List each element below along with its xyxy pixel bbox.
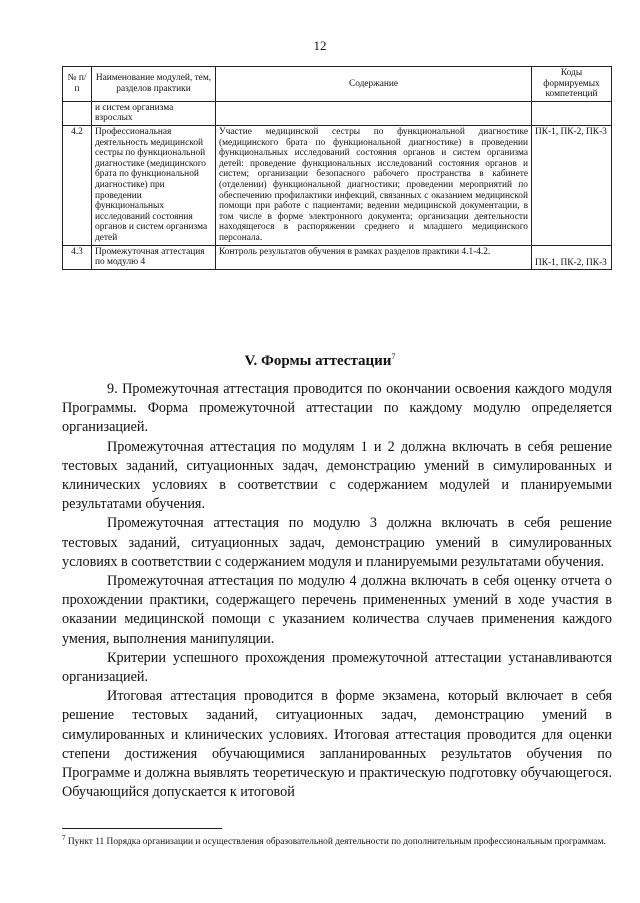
table-row [63, 245, 612, 270]
table-row [63, 125, 612, 245]
footnote [62, 833, 612, 849]
section-title-text: V. Формы аттестации [244, 353, 392, 369]
header-number: № п/п [63, 67, 92, 102]
table-cell-codes: ПК-1, ПК-2, ПК-3 [532, 125, 612, 245]
paragraph: Промежуточная аттестация по модулям 1 и 2 должна включать в себя решение тестовых заданий, ситуационных задач, демонстрацию умений в симулированных и клинических условиях в соответствии с содержанием модулей и планируемыми результатами обучения. [62, 438, 612, 513]
header-module-name: Наименование модулей, тем, разделов практики [92, 67, 216, 102]
table-row-continuation [63, 101, 612, 125]
paragraph: Промежуточная аттестация по модулю 4 должна включать в себя оценку отчета о прохождении практики, содержащего перечень примененных умений в ходе участия в оказании медицинской помощи с указанием количества случаев применения каждого умения, выполнения манипуляции. [62, 573, 612, 647]
paragraph: 9. Промежуточная аттестация проводится по окончании освоения каждого модуля Программы. Форма промежуточной аттестации по каждому модулю определяется организацией. [62, 381, 612, 436]
table-header-row [63, 67, 612, 102]
header-competence-codes: Коды формируемых компетенций [532, 67, 612, 102]
table-cell-number [63, 101, 92, 125]
footnote-text: Пункт 11 Порядка организации и осуществления образовательной деятельности по дополнительным профессиональным программам. [67, 837, 606, 848]
footnote-reference: 7 [391, 352, 396, 361]
table-cell-codes [532, 101, 612, 125]
practice-program-table [62, 66, 612, 270]
footnote-divider [62, 828, 222, 829]
table-cell-module-name: Промежуточная аттестация по модулю 4 [92, 245, 216, 270]
paragraph: Итоговая аттестация проводится в форме экзамена, который включает в себя решение тестовых заданий, ситуационных задач, демонстрацию умений в симулированных и клинических условиях. Итоговая аттестация проводится для оценки степени достижения обучающимися запланированных результатов обучения по Программе и должна выявлять теоретическую и практическую подготовку обучающегося. Обучающийся допускается к итоговой [62, 688, 612, 801]
table-cell-module-name: и систем организма взрослых [92, 101, 216, 125]
paragraph: Промежуточная аттестация по модулю 3 должна включать в себя решение тестовых заданий, ситуационных задач, демонстрацию умений в симулированных условиях в соответствии с содержанием модуля и планируемыми результатами обучения. [62, 515, 612, 570]
table-cell-number: 4.3 [63, 245, 92, 270]
table-cell-module-name: Профессиональная деятельность медицинской сестры по функциональной диагностике (медицинского брата по функциональной диагностике) при проведении функциональных исследований состояния органов и систем организма детей [92, 125, 216, 245]
table-cell-number: 4.2 [63, 125, 92, 245]
page-number: 12 [313, 38, 327, 53]
table-cell-content: Участие медицинской сестры по функциональной диагностике (медицинского брата по функциональной диагностике) в проведении функциональных исследований состояния органов и систем организма детей: проведение функциональных исследований состояния органов и систем; организации безопасного рабочего пространства в кабинете (отделении) функциональной диагностики; проведении мероприятий по обеспечению профилактики инфекций, связанных с оказанием медицинской помощи при работе с пациентами; ведении медицинской документации, в том числе в форме электронного документа; организации деятельности находящегося в распоряжении среднего и младшего медицинского персонала. [216, 125, 532, 245]
table-cell-codes: ПК-1, ПК-2, ПК-3 [532, 245, 612, 270]
header-content: Содержание [216, 67, 532, 102]
body-text [62, 380, 612, 802]
section-title [0, 352, 640, 370]
table-cell-content: Контроль результатов обучения в рамках разделов практики 4.1-4.2. [216, 245, 532, 270]
paragraph: Критерии успешного прохождения промежуточной аттестации устанавливаются организацией. [62, 649, 612, 686]
footnote-marker: 7 [62, 834, 66, 842]
table-cell-content [216, 101, 532, 125]
